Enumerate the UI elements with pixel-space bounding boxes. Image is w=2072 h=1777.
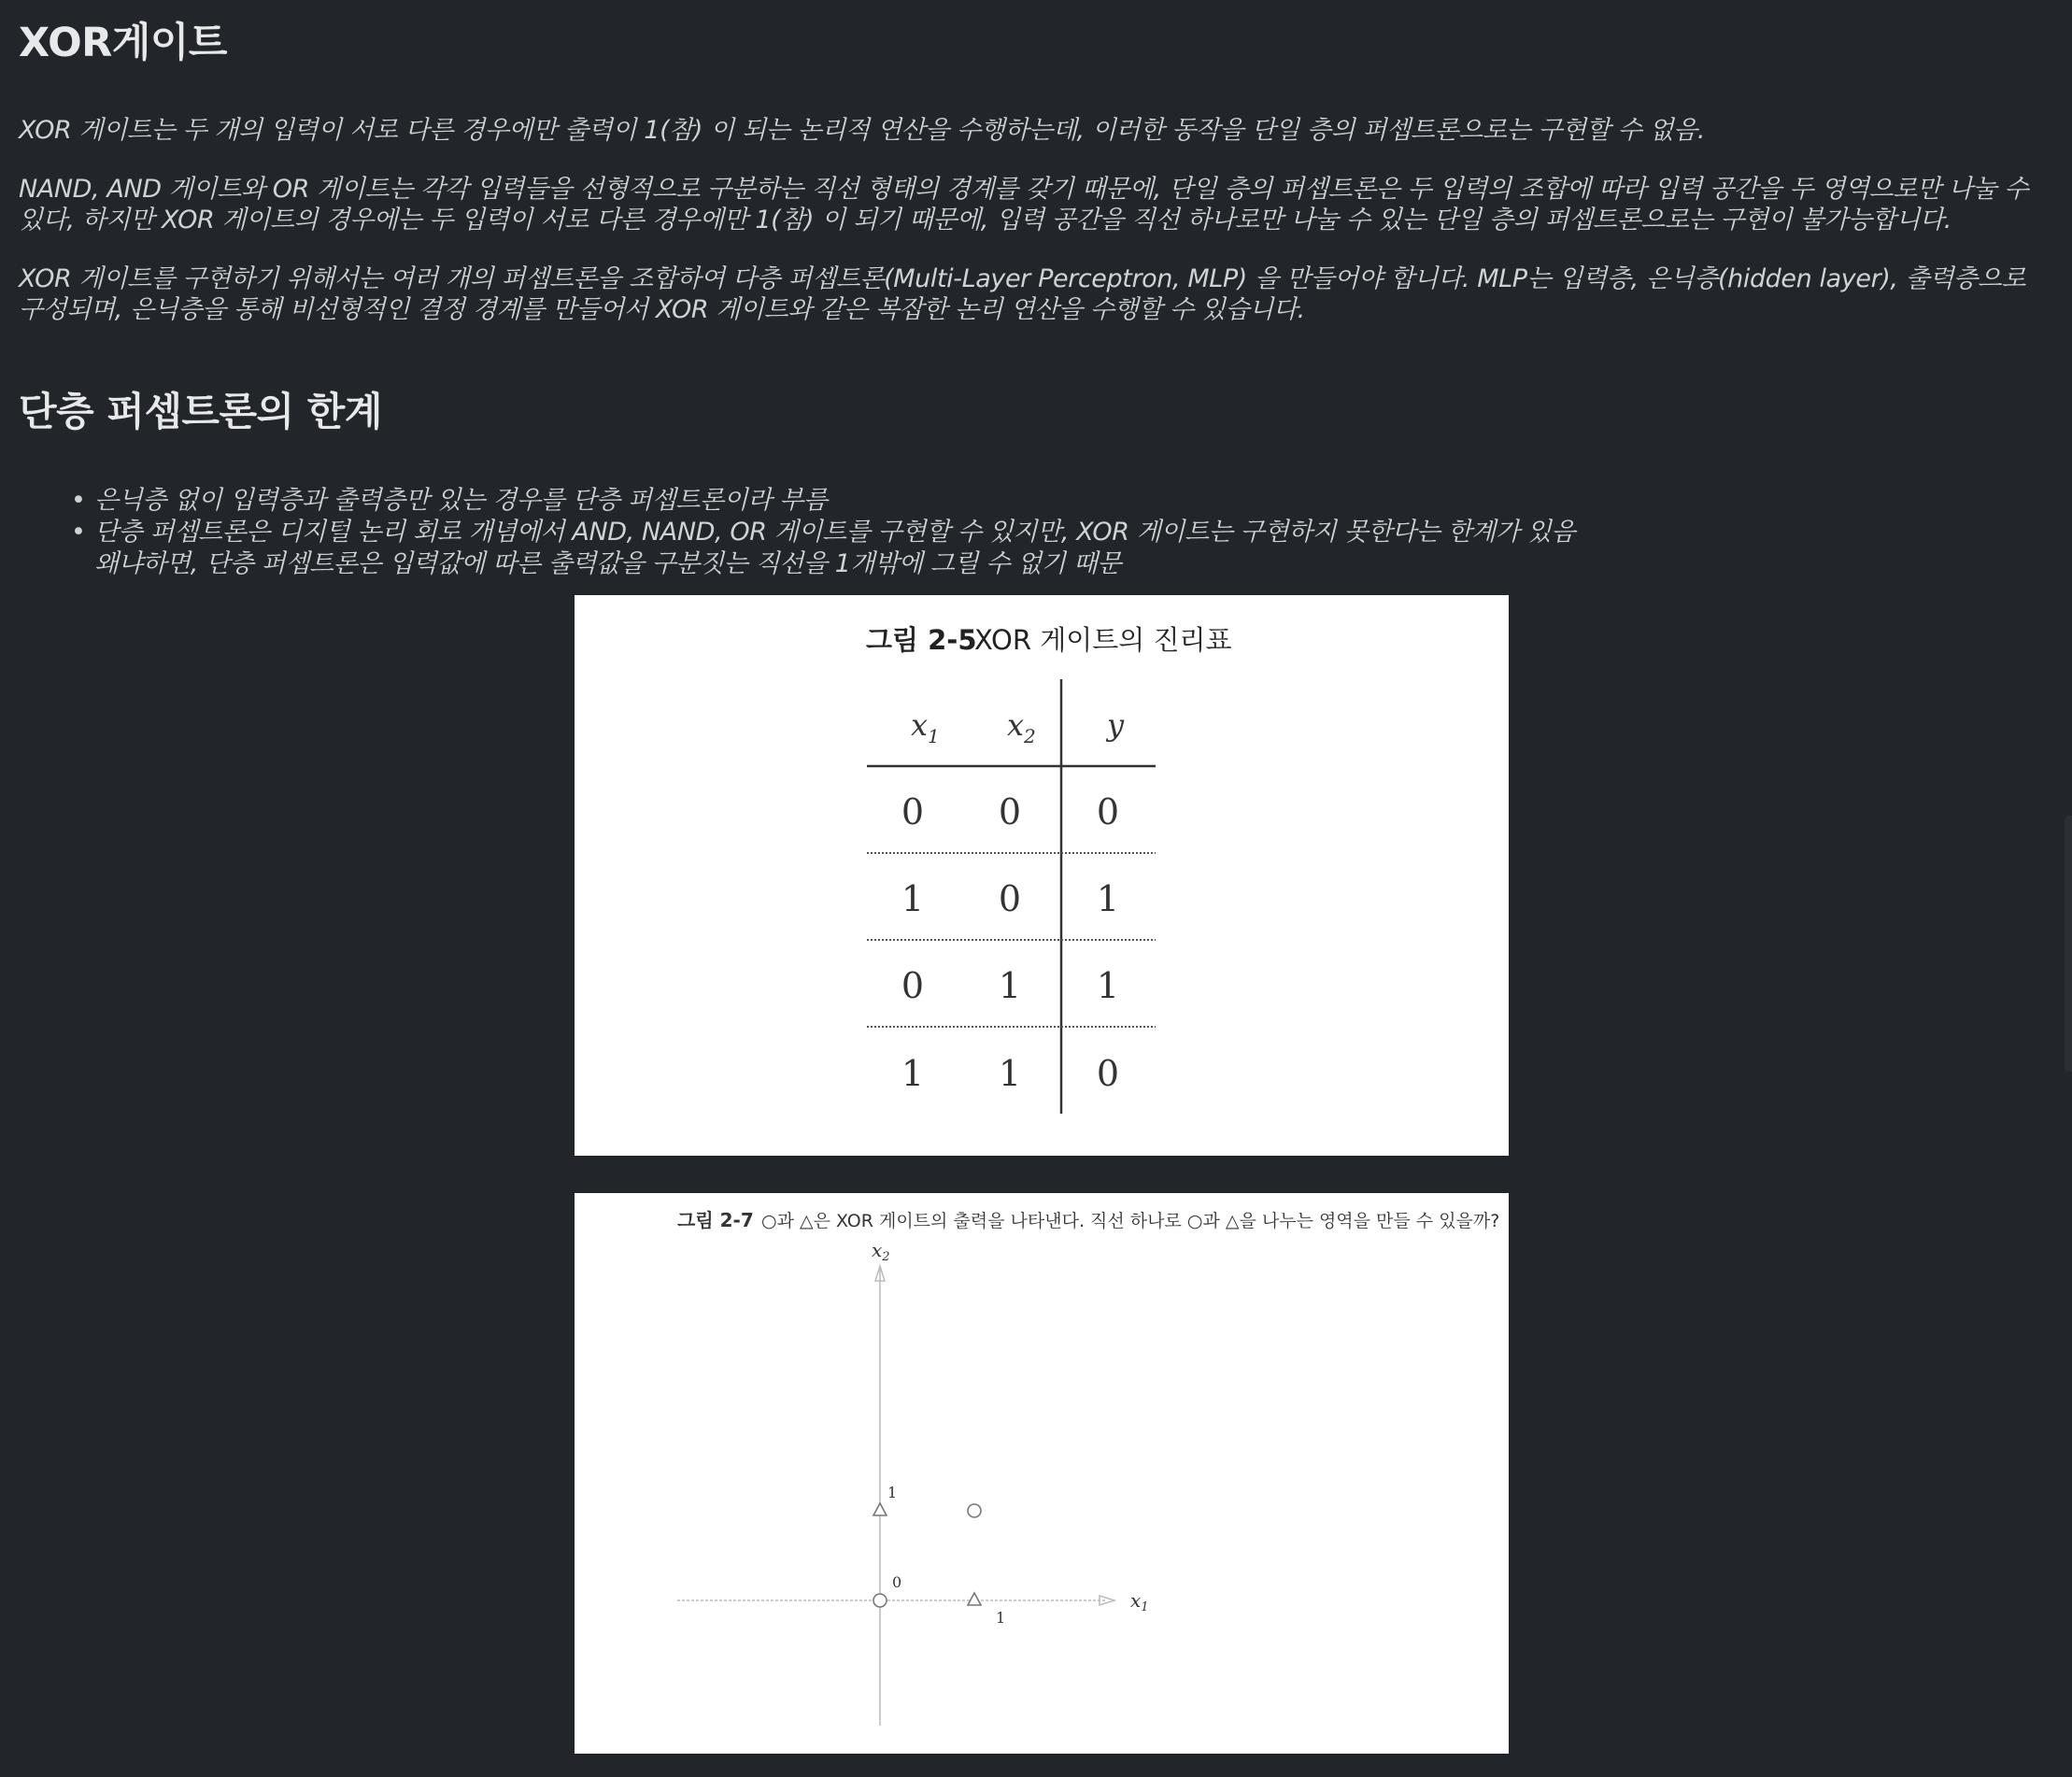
heading-single-layer-limits: 단층 퍼셉트론의 한계	[19, 389, 382, 434]
header-x1: $x_1$	[911, 707, 940, 747]
figure-label: 그림 2-5	[866, 624, 977, 656]
circle-marker	[968, 1504, 981, 1517]
xor-plot-svg	[575, 1193, 1509, 1754]
triangle-marker	[968, 1593, 981, 1605]
triangle-marker	[873, 1503, 887, 1515]
list-item	[71, 517, 2053, 580]
x-axis-label: $x_1$	[1130, 1589, 1149, 1614]
paragraph-linear-separability: NAND, AND 게이트와 OR 게이트는 각각 입력들을 선형적으로 구분하는 직선 형태의 경계를 갖기 때문에, 단일 층의 퍼셉트론은 두 입력의 조합에 따라 입력 공간을 두 영역으로만 나눌 수 있다, 하지만 XOR 게이트의 경우에는 두 입력이 서로 다른 경우에만 1(참) 이 되기 때문에, 입력 공간을 직선 하나로만 나눌 수 있는 단일 층의 퍼셉트론으로는 구현이 불가능합니다.	[19, 175, 2029, 235]
cell: 1	[998, 1053, 1022, 1094]
bullet-marker: •	[71, 518, 86, 547]
cell: 0	[1096, 1053, 1120, 1094]
limits-list	[19, 485, 2053, 580]
bullet-marker: •	[71, 486, 86, 515]
scrollbar[interactable]	[2065, 816, 2072, 1072]
list-item-continuation: 왜냐하면, 단층 퍼셉트론은 입력값에 따른 출력값을 구분짓는 직선을 1개밖에 그릴 수 없기 때문	[94, 549, 1122, 578]
cell: 0	[998, 791, 1022, 832]
cell: 1	[901, 1053, 925, 1094]
paragraph-mlp: XOR 게이트를 구현하기 위해서는 여러 개의 퍼셉트론을 조합하여 다층 퍼셉트론(Multi-Layer Perceptron, MLP) 을 만들어야 합니다. MLP는 입력층, 은닉층(hidden layer), 출력층으로 구성되며, 은닉층을 통해 비선형적인 결정 경계를 만들어서 XOR 게이트와 같은 복잡한 논리 연산을 수행할 수 있습니다.	[19, 264, 2026, 324]
paragraph-xor-intro: XOR 게이트는 두 개의 입력이 서로 다른 경우에만 출력이 1(참) 이 되는 논리적 연산을 수행하는데, 이러한 동작을 단일 층의 퍼셉트론으로는 구현할 수 없음.	[19, 116, 1706, 145]
x-tick-label: 1	[996, 1609, 1006, 1627]
figure-xor-plot	[575, 1193, 1509, 1754]
heading-xor-gate: XOR게이트	[19, 20, 227, 66]
figure-truth-table	[575, 595, 1509, 1156]
cell: 0	[901, 965, 925, 1006]
cell: 1	[1096, 965, 1120, 1006]
origin-label: 0	[892, 1573, 902, 1591]
cell: 1	[998, 965, 1022, 1006]
cell: 1	[1096, 878, 1120, 919]
plot-caption: ○과 △은 XOR 게이트의 출력을 나타낸다. 직선 하나로 ○과 △을 나누는 영역을 만들 수 있을까?	[761, 1211, 1500, 1231]
header-y: y	[1107, 707, 1125, 743]
cell: 0	[998, 878, 1022, 919]
cell: 1	[901, 878, 925, 919]
plot-marks	[873, 1503, 981, 1607]
truth-table-body	[901, 791, 1119, 1094]
cell: 0	[901, 791, 925, 832]
figure-title: XOR 게이트의 진리표	[974, 624, 1232, 656]
header-x2: $x_2$	[1007, 707, 1036, 747]
list-item-text: 은닉층 없이 입력층과 출력층만 있는 경우를 단층 퍼셉트론이라 부름	[94, 486, 828, 515]
plot-figure-label: 그림 2-7	[677, 1209, 754, 1231]
circle-marker	[873, 1594, 887, 1607]
list-item	[71, 485, 2053, 517]
y-tick-label: 1	[887, 1484, 898, 1501]
list-item-text: 단층 퍼셉트론은 디지털 논리 회로 개념에서 AND, NAND, OR 게이트를 구현할 수 있지만, XOR 게이트는 구현하지 못한다는 한계가 있음	[94, 518, 1576, 547]
y-axis-label: $x_2$	[872, 1239, 890, 1264]
truth-table-svg	[575, 595, 1509, 1156]
cell: 0	[1096, 791, 1120, 832]
